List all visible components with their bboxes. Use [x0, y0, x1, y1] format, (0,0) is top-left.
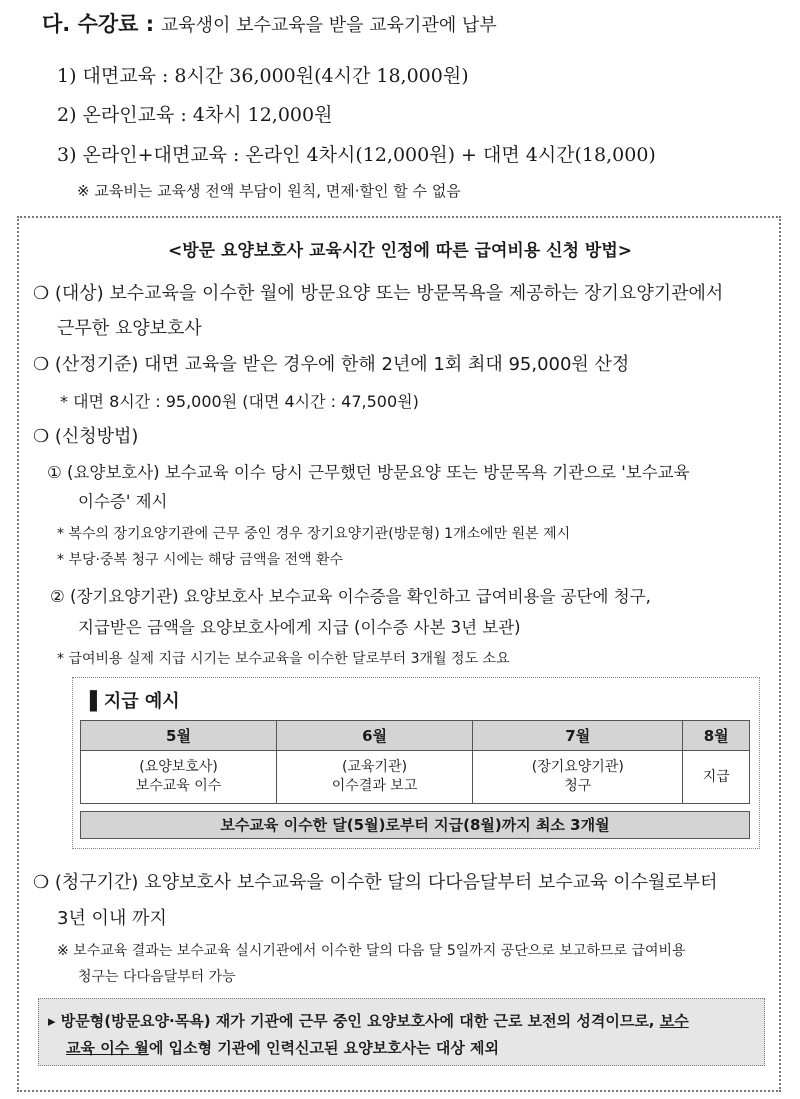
cell-line: (장기요양기관) — [531, 759, 624, 775]
table-cell — [683, 751, 750, 804]
step2-line: ② (장기요양기관) 요양보호사 보수교육 이수증을 확인하고 급여비용을 공단에 청구, — [50, 587, 651, 606]
table-header: 7월 — [473, 721, 683, 751]
period-line: ❍ (청구기간) 요양보호사 보수교육을 이수한 달의 다다음달부터 보수교육 이수월로부터 — [33, 872, 718, 893]
step1-line-cont: 이수증' 제시 — [78, 492, 168, 511]
fee-note: ※ 교육비는 교육생 전액 부담이 원칙, 면제·할인 할 수 없음 — [77, 182, 461, 200]
step1-line: ① (요양보호사) 보수교육 이수 당시 근무했던 방문요양 또는 방문목욕 기관으로 '보수교육 — [47, 463, 690, 482]
cell-line: 청구 — [564, 778, 592, 794]
table-header-row — [81, 721, 750, 751]
table-row — [81, 751, 750, 804]
exclusion-text: ▸ 방문형(방문요양·목욕) 재가 기관에 근무 중인 요양보호사에 대한 근로 보전의 성격이므로, — [48, 1012, 660, 1030]
table-header: 8월 — [683, 721, 750, 751]
table-cell — [81, 751, 277, 804]
table-header: 6월 — [277, 721, 473, 751]
example-title: ▌지급 예시 — [90, 691, 180, 712]
heading-label: 다. 수강료 : — [42, 12, 155, 36]
exclusion-underlined: 보수 — [659, 1012, 689, 1030]
box-title: <방문 요양보호사 교육시간 인정에 따른 급여비용 신청 방법> — [167, 241, 633, 261]
table-header: 5월 — [81, 721, 277, 751]
fee-item: 1) 대면교육 : 8시간 36,000원(4시간 18,000원) — [57, 65, 469, 87]
criteria-line: ❍ (산정기준) 대면 교육을 받은 경우에 한해 2년에 1회 최대 95,000원 산정 — [33, 354, 630, 375]
fee-item: 3) 온라인+대면교육 : 온라인 4차시(12,000원) + 대면 4시간(18,000) — [57, 144, 656, 166]
cell-line: 지급 — [702, 768, 730, 785]
section-heading — [42, 8, 497, 38]
step1-note: * 복수의 장기요양기관에 근무 중인 경우 장기요양기관(방문형) 1개소에만 원본 제시 — [57, 526, 571, 542]
fee-item: 2) 온라인교육 : 4차시 12,000원 — [57, 104, 333, 126]
method-line: ❍ (신청방법) — [33, 426, 139, 447]
step1-note: * 부당·중복 청구 시에는 해당 금액을 전액 환수 — [57, 552, 344, 568]
step2-note: * 급여비용 실제 지급 시기는 보수교육을 이수한 달로부터 3개월 정도 소요 — [57, 651, 510, 667]
criteria-note: * 대면 8시간 : 95,000원 (대면 4시간 : 47,500원) — [60, 392, 419, 411]
cell-line: 보수교육 이수 — [135, 778, 222, 794]
target-line: ❍ (대상) 보수교육을 이수한 월에 방문요양 또는 방문목욕을 제공하는 장기요양기관에서 — [33, 283, 724, 304]
target-line-cont: 근무한 요양보호사 — [57, 318, 202, 339]
exclusion-line — [48, 1010, 689, 1031]
cell-line: (요양보호사) — [139, 759, 218, 775]
cell-line: 이수결과 보고 — [331, 778, 418, 794]
step2-line-cont: 지급받은 금액을 요양보호사에게 지급 (이수증 사본 3년 보관) — [78, 618, 521, 637]
exclusion-underlined: 교육 이수 월 — [66, 1039, 149, 1057]
period-note: ※ 보수교육 결과는 보수교육 실시기관에서 이수한 달의 다음 달 5일까지 공단으로 보고하므로 급여비용 — [57, 943, 686, 959]
exclusion-text: 에 입소형 기관에 인력신고된 요양보호사는 대상 제외 — [148, 1039, 500, 1057]
example-summary: 보수교육 이수한 달(5월)로부터 지급(8월)까지 최소 3개월 — [80, 811, 750, 839]
table-cell — [277, 751, 473, 804]
cell-line: (교육기관) — [342, 759, 408, 775]
heading-text: 교육생이 보수교육을 받을 교육기관에 납부 — [160, 15, 497, 36]
period-note-cont: 청구는 다다음달부터 가능 — [78, 969, 236, 985]
example-table — [80, 720, 750, 804]
exclusion-line-cont — [66, 1037, 499, 1058]
table-cell — [473, 751, 683, 804]
period-line-cont: 3년 이내 까지 — [57, 908, 167, 929]
